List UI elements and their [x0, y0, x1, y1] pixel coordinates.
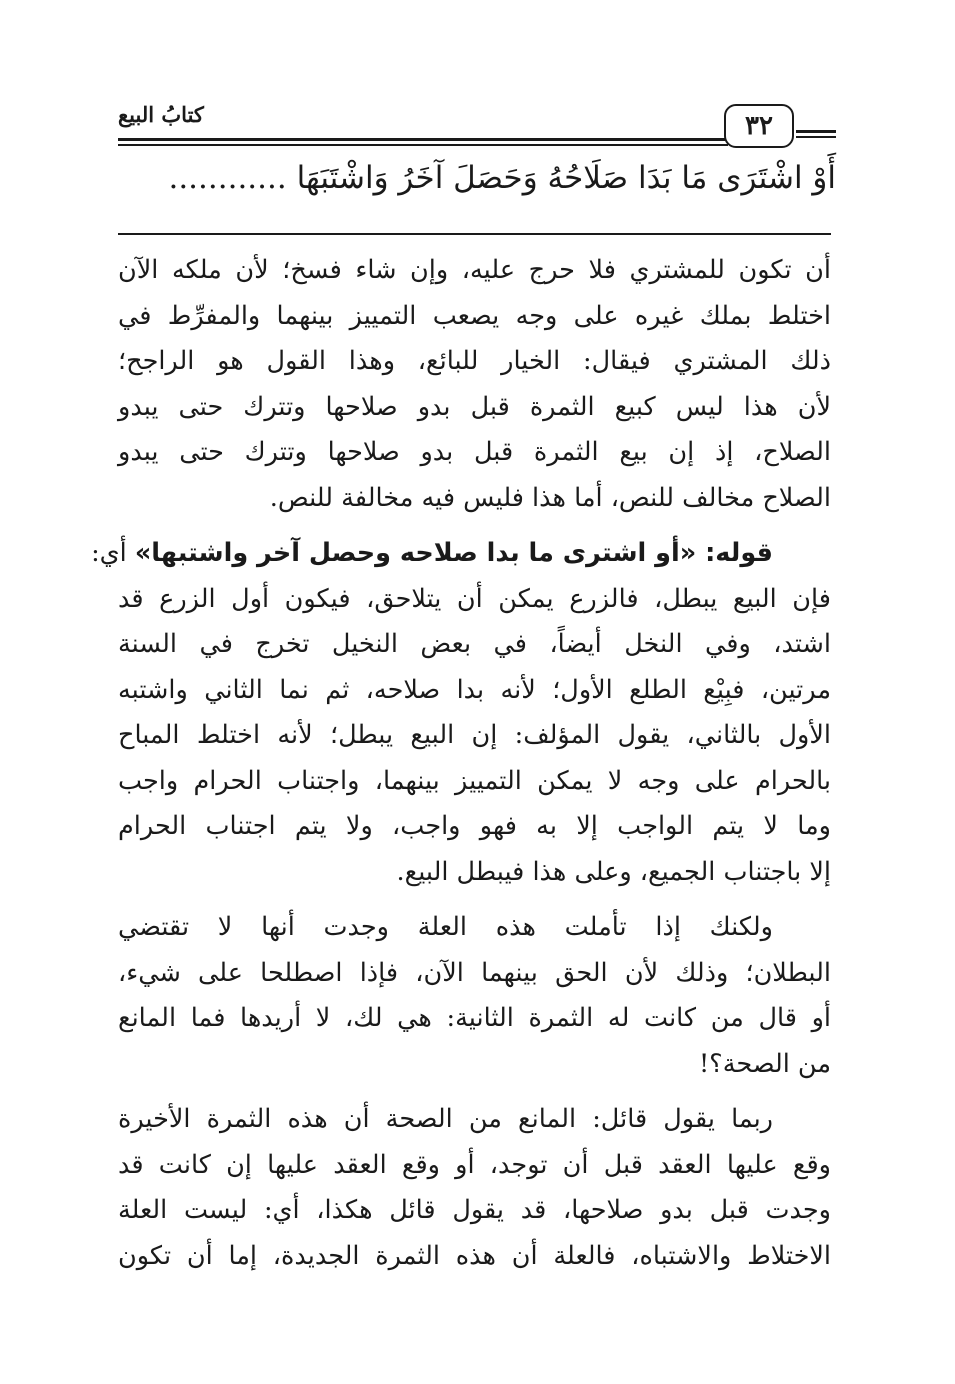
text-line: بالحرام على وجه لا يمكن التمييز بينهما، واجتناب الحرام واجب	[118, 765, 831, 796]
header-rule	[118, 144, 728, 146]
heading-continuation: أي:	[91, 538, 135, 568]
text-line: أو قال من كانت له الثمرة الثانية: هي لك، لا أريدها فما المانع	[118, 1003, 831, 1033]
text-line: لأن هذا ليس كبيع الثمرة قبل بدو صلاحها وتترك حتى يبدو	[118, 391, 831, 422]
text-line: فإن البيع يبطل، فالزرع يمكن أن يتلاحق، فيكون أول الزرع قد	[118, 583, 831, 614]
text-line: الصلاح، إذ إن بيع الثمرة قبل بدو صلاحها وتترك حتى يبدو	[118, 437, 831, 467]
header-rule	[796, 130, 836, 133]
paragraph	[118, 905, 831, 1087]
paragraph	[118, 248, 831, 521]
text-line: الاختلاط والاشتباه، فالعلة أن هذه الثمرة الجديدة، إما أن تكون	[118, 1240, 831, 1271]
text-line	[91, 531, 831, 577]
text-line: ذلك المشتري فيقال: الخيار للبائع، وهذا القول هو الراجح؛	[118, 346, 831, 376]
text-line: الأول بالثاني، يقول المؤلف: إن البيع يبطل؛ لأنه اختلط المباح	[118, 720, 831, 750]
paragraph	[118, 1097, 831, 1279]
page-number: ٣٢	[724, 104, 794, 148]
text-line: البطلان؛ وذلك لأن الحق بينهما الآن، فإذا اصطلحا على شيء،	[118, 957, 831, 988]
text-line: الصلاح مخالف للنص، أما هذا فليس فيه مخالفة للنص.	[269, 482, 831, 513]
matn-divider	[118, 233, 831, 235]
text-line: أن تكون للمشتري فلا حرج عليه، وإن شاء فسخ؛ لأن ملكه الآن	[118, 255, 831, 285]
header-rule	[796, 136, 836, 138]
text-line: إلا باجتناب الجميع، وعلى هذا فيبطل البيع.	[396, 856, 831, 887]
header-rule	[118, 138, 728, 141]
matn-text	[118, 160, 836, 210]
commentary-body	[91, 248, 831, 1279]
text-line: مرتين، فبِيْع الطلع الأول؛ لأنه بدا صلاحه، ثم نما الثاني واشتبه	[118, 674, 831, 705]
text-line: ربما يقول قائل: المانع من الصحة أن هذه الثمرة الأخيرة	[118, 1104, 773, 1134]
paragraph	[91, 531, 831, 895]
page-header	[118, 98, 836, 158]
running-title: كتابُ البيع	[118, 102, 204, 127]
text-line: وجدت قبل بدو صلاحها، قد يقول قائل هكذا، أي: ليست العلة	[118, 1195, 831, 1225]
quoted-heading: قوله: «أو اشترى ما بدا صلاحه وحصل آخر واشتبها»	[134, 538, 773, 568]
text-line: من الصحة؟!	[698, 1048, 831, 1079]
matn-ellipsis: ............	[168, 160, 287, 196]
matn-verse: أَوْ اشْتَرَى مَا بَدَا صَلَاحُهُ وَحَصَلَ آخَرُ وَاشْتَبَهَا	[296, 160, 836, 196]
text-line: اشتد، وفي النخل أيضاً، في بعض النخيل تخرج في السنة	[118, 629, 831, 659]
text-line: ولكنك إذا تأملت هذه العلة وجدت أنها لا تقتضي	[118, 912, 773, 942]
text-line: اختلط بملك غيره على وجه يصعب التمييز بينهما والمفرِّط في	[118, 300, 831, 331]
text-line: وما لا يتم الواجب إلا به فهو واجب، ولا يتم اجتناب الحرام	[118, 811, 831, 841]
text-line: وقع عليها العقد قبل أن توجد، أو وقع العقد عليها إن كانت قد	[118, 1149, 831, 1180]
